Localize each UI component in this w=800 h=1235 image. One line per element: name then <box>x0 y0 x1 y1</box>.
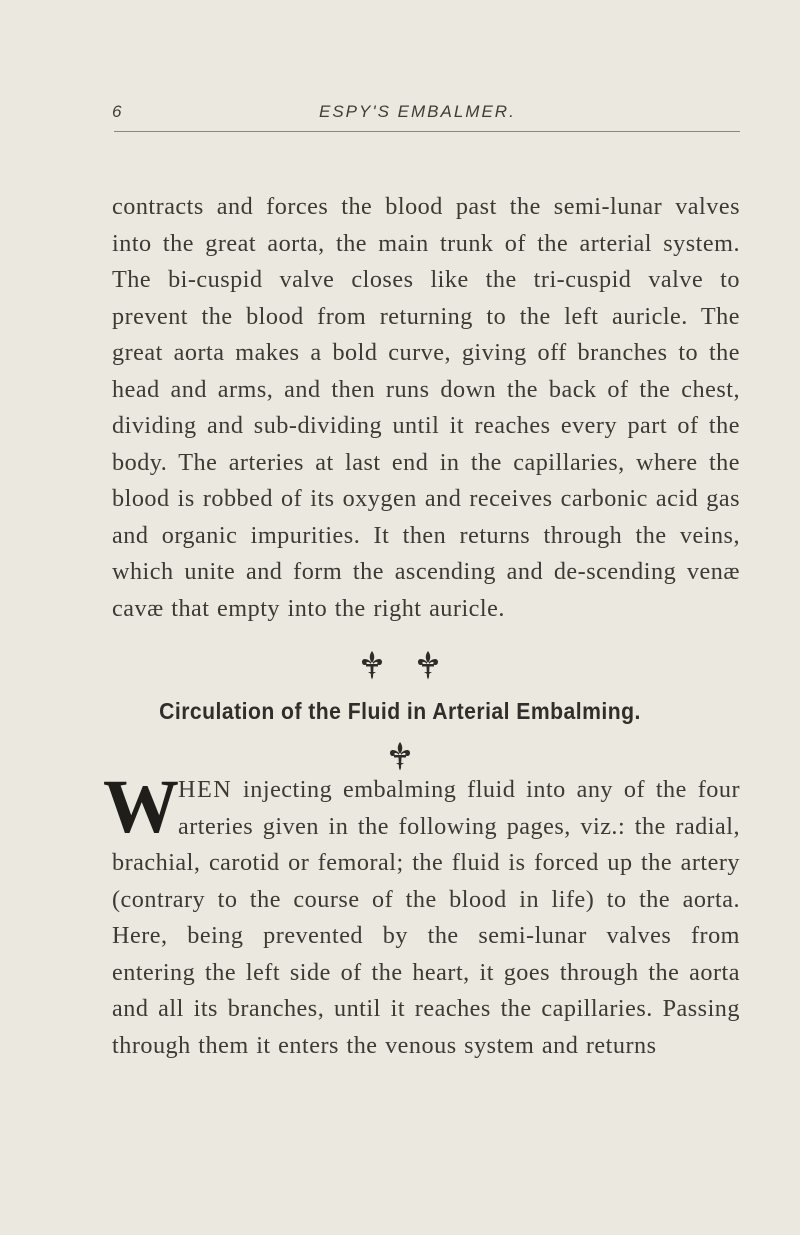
fleur-de-lis-icon <box>388 741 412 771</box>
book-title: ESPY'S EMBALMER. <box>319 102 516 121</box>
paragraph-fluid-text: injecting embalming fluid into any of the four arteries given in the following pages, viz.: the radial, brachial, carotid or femoral; the fluid is forced up the artery (contrary to the course of the blood in life) to the aorta. Here, being prevented by the semi-lunar valves from entering the left side of the heart, it goes through the aorta and all its branches, until it reaches the capillaries. Passing through them it enters the venous system and returns <box>112 776 740 1059</box>
drop-cap-letter: W <box>103 765 179 849</box>
section-heading: Circulation of the Fluid in Arterial Embalming. <box>159 698 641 724</box>
header-rule <box>114 131 740 132</box>
running-head <box>112 100 742 124</box>
arterial-embalming-section <box>103 765 740 1064</box>
fleur-de-lis-icon <box>360 650 384 680</box>
paragraph-circulation-of-blood: contracts and forces the blood past the semi-lunar valves into the great aorta, the main trunk of the arterial system. The bi-cuspid valve closes like the tri-cuspid valve to prevent the blood from returning to the left auricle. The great aorta makes a bold curve, giving off branches to the head and arms, and then runs down the back of the chest, dividing and sub-dividing until it reaches every part of the body. The arteries at last end in the capillaries, where the blood is robbed of its oxygen and receives carbonic acid gas and organic impurities. It then returns through the veins, which unite and form the ascending and de-scending venæ cavæ that empty into the right auricle. <box>112 193 740 622</box>
ornament-pair <box>0 650 800 690</box>
drop-cap-w <box>103 765 179 849</box>
lead-in-word: HEN <box>178 776 233 803</box>
paragraph-fluid-circulation <box>112 772 740 1064</box>
page-number: 6 <box>112 102 124 121</box>
fleur-de-lis-icon <box>416 650 440 680</box>
